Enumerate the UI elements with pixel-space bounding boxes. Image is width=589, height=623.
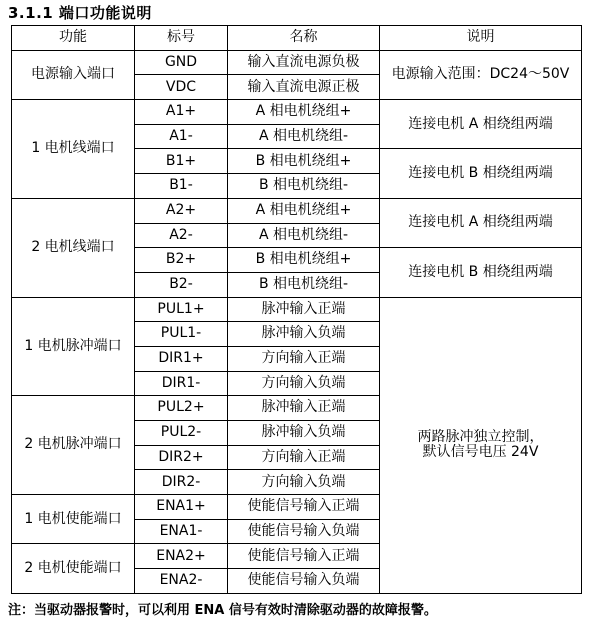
desc-cell-motor2-a: 连接电机 A 相绕组两端 <box>380 198 582 247</box>
name-cell: 方向输入正端 <box>228 346 380 371</box>
name-cell: 使能信号输入负端 <box>228 569 380 594</box>
label-cell: PUL1+ <box>135 297 228 322</box>
signal-desc-line2: 默认信号电压 24V <box>422 444 539 461</box>
label-cell: PUL2- <box>135 421 228 446</box>
label-cell: DIR1+ <box>135 346 228 371</box>
header-label: 标号 <box>135 26 228 51</box>
label-cell: GND <box>135 50 228 75</box>
name-cell: 使能信号输入正端 <box>228 544 380 569</box>
name-cell: 脉冲输入正端 <box>228 297 380 322</box>
label-cell: VDC <box>135 75 228 100</box>
name-cell: 脉冲输入负端 <box>228 421 380 446</box>
label-cell: ENA2+ <box>135 544 228 569</box>
label-cell: B1+ <box>135 149 228 174</box>
function-cell-enable1: 1 电机使能端口 <box>12 495 135 544</box>
label-cell: B2- <box>135 272 228 297</box>
name-cell: B 相电机绕组+ <box>228 248 380 273</box>
port-function-table <box>11 25 582 594</box>
name-cell: A 相电机绕组+ <box>228 100 380 125</box>
function-cell-pulse1: 1 电机脉冲端口 <box>12 297 135 396</box>
name-cell: 方向输入负端 <box>228 371 380 396</box>
label-cell: A2- <box>135 223 228 248</box>
label-cell: DIR2+ <box>135 445 228 470</box>
table-header-row <box>12 26 582 51</box>
label-cell: A2+ <box>135 198 228 223</box>
section-heading: 3.1.1 端口功能说明 <box>8 4 152 22</box>
desc-cell-power: 电源输入范围：DC24～50V <box>380 50 582 99</box>
desc-cell-motor2-b: 连接电机 B 相绕组两端 <box>380 248 582 297</box>
name-cell: A 相电机绕组- <box>228 223 380 248</box>
name-cell: 方向输入负端 <box>228 470 380 495</box>
desc-cell-signals <box>380 297 582 593</box>
label-cell: B2+ <box>135 248 228 273</box>
table-row <box>12 198 582 223</box>
label-cell: PUL2+ <box>135 396 228 421</box>
name-cell: 使能信号输入正端 <box>228 495 380 520</box>
label-cell: ENA1+ <box>135 495 228 520</box>
label-cell: A1- <box>135 124 228 149</box>
desc-cell-motor1-b: 连接电机 B 相绕组两端 <box>380 149 582 198</box>
table-row <box>12 50 582 75</box>
function-cell-enable2: 2 电机使能端口 <box>12 544 135 593</box>
label-cell: DIR2- <box>135 470 228 495</box>
desc-cell-motor1-a: 连接电机 A 相绕组两端 <box>380 100 582 149</box>
label-cell: A1+ <box>135 100 228 125</box>
label-cell: ENA1- <box>135 519 228 544</box>
function-cell-power: 电源输入端口 <box>12 50 135 99</box>
table-row <box>12 297 582 322</box>
label-cell: DIR1- <box>135 371 228 396</box>
header-function: 功能 <box>12 26 135 51</box>
header-description: 说明 <box>380 26 582 51</box>
name-cell: B 相电机绕组- <box>228 174 380 199</box>
name-cell: B 相电机绕组+ <box>228 149 380 174</box>
name-cell: B 相电机绕组- <box>228 272 380 297</box>
signal-desc-line1: 两路脉冲独立控制， <box>417 428 544 445</box>
footnote: 注：当驱动器报警时，可以利用 ENA 信号有效时清除驱动器的故障报警。 <box>8 603 437 618</box>
name-cell: 使能信号输入负端 <box>228 519 380 544</box>
label-cell: ENA2- <box>135 569 228 594</box>
function-cell-pulse2: 2 电机脉冲端口 <box>12 396 135 495</box>
name-cell: 脉冲输入负端 <box>228 322 380 347</box>
name-cell: A 相电机绕组- <box>228 124 380 149</box>
name-cell: A 相电机绕组+ <box>228 198 380 223</box>
name-cell: 输入直流电源负极 <box>228 50 380 75</box>
label-cell: PUL1- <box>135 322 228 347</box>
table-row <box>12 100 582 125</box>
function-cell-motor2: 2 电机线端口 <box>12 198 135 297</box>
name-cell: 脉冲输入正端 <box>228 396 380 421</box>
name-cell: 方向输入正端 <box>228 445 380 470</box>
header-name: 名称 <box>228 26 380 51</box>
name-cell: 输入直流电源正极 <box>228 75 380 100</box>
function-cell-motor1: 1 电机线端口 <box>12 100 135 199</box>
label-cell: B1- <box>135 174 228 199</box>
